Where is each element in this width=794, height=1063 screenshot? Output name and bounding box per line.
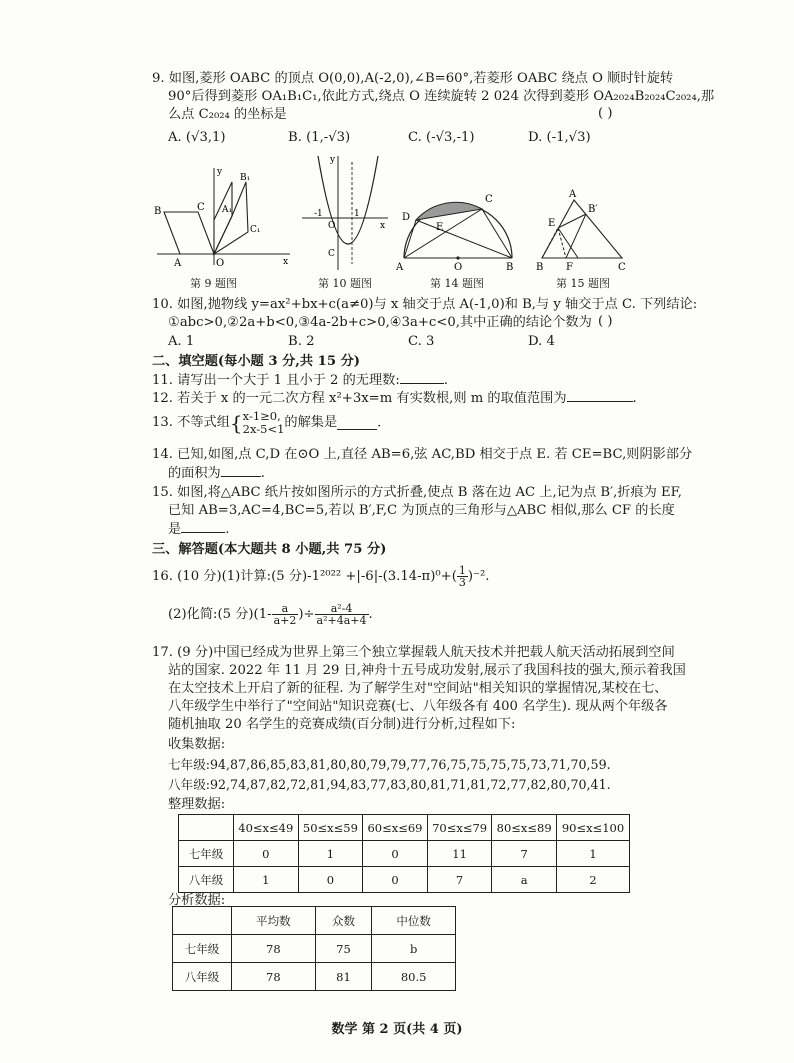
- freq-cell: 七年级: [179, 841, 234, 867]
- q10-answer-paren: ( ): [598, 314, 613, 329]
- fig14-label-e: E: [436, 222, 444, 233]
- stats-cell: 80.5: [372, 963, 456, 991]
- q9-option-a: A. (√3,1): [168, 130, 226, 145]
- freq-header-4: 70≤x≤79: [427, 815, 492, 841]
- freq-header-5: 80≤x≤89: [492, 815, 557, 841]
- table-row: [173, 935, 456, 963]
- q11-answer-blank[interactable]: [400, 371, 444, 384]
- q9-option-c: C. (-√3,-1): [408, 130, 475, 145]
- q17-grade7-data: 七年级:94,87,86,85,83,81,80,80,79,79,77,76,75,75,75,75,73,71,70,59.: [168, 757, 611, 772]
- freq-cell: 2: [556, 867, 629, 893]
- fig15-label-e: E: [548, 218, 556, 229]
- fig9-label-a: A: [174, 258, 182, 269]
- stats-cell: 七年级: [173, 935, 232, 963]
- q16-part1: [152, 565, 489, 588]
- freq-header-6: 90≤x≤100: [556, 815, 629, 841]
- figure-10-caption: 第 10 题图: [318, 277, 372, 290]
- figure-9-rhombus: [152, 160, 292, 270]
- freq-cell: 1: [556, 841, 629, 867]
- stats-cell: 81: [315, 963, 372, 991]
- q9-line2: 90°后得到菱形 OA₁B₁C₁,依此方式,绕点 O 连续旋转 2 024 次得到菱形 OA₂₀₂₄B₂₀₂₄C₂₀₂₄,那: [168, 89, 715, 104]
- q10-option-a: A. 1: [168, 334, 195, 349]
- q15-line1: 15. 如图,将△ABC 纸片按如图所示的方式折叠,使点 B 落在边 AC 上,记为点 B′,折痕为 EF,: [152, 485, 682, 500]
- q15-line2: 已知 AB=3,AC=4,BC=5,若以 B′,F,C 为顶点的三角形与△ABC 相似,那么 CF 的长度: [168, 503, 675, 518]
- table-row: [179, 841, 630, 867]
- q16-part2-prefix: (2)化简:(5 分)(1-: [168, 607, 272, 622]
- fig10-label-minus1: -1: [314, 209, 323, 219]
- q16-frac2-denominator: a²+4a+4: [316, 614, 367, 627]
- section-2-heading: 二、填空题(每小题 3 分,共 15 分): [152, 354, 361, 369]
- q16-frac-numerator: 1: [458, 564, 466, 577]
- table-row: [173, 963, 456, 991]
- fig15-label-f: F: [566, 262, 573, 272]
- stats-header-median: 中位数: [372, 907, 456, 935]
- q10-option-c: C. 3: [408, 334, 435, 349]
- q17-organize-label: 整理数据:: [168, 797, 226, 812]
- freq-cell: 1: [298, 841, 363, 867]
- q14-line2-row: 的面积为 .: [168, 466, 265, 481]
- fig9-label-y: y: [217, 167, 223, 177]
- q12: 12. 若关于 x 的一元二次方程 x²+3x=m 有实数根,则 m 的取值范围为 .: [152, 391, 637, 406]
- q16-frac1-numerator: a: [272, 603, 299, 615]
- q9-option-b: B. (1,-√3): [288, 130, 351, 145]
- q17-line1: 17. (9 分)中国已经成为世界上第三个独立掌握载人航天技术并把载人航天活动拓展到空间: [152, 645, 675, 660]
- q16-part2-end: .: [368, 607, 373, 622]
- frequency-table: [178, 814, 630, 893]
- stats-cell: 78: [232, 935, 316, 963]
- q14-line2: 的面积为: [168, 466, 221, 481]
- fig14-label-a: A: [396, 262, 404, 272]
- fig15-label-bprime: B′: [588, 204, 598, 215]
- fig15-label-b: B: [536, 262, 544, 272]
- freq-cell: 7: [427, 867, 492, 893]
- figure-15-triangle: [530, 186, 630, 272]
- q15-answer-blank[interactable]: [181, 520, 225, 533]
- table-row: [179, 867, 630, 893]
- fig14-label-o: O: [454, 262, 463, 272]
- section-3-heading: 三、解答题(本大题共 8 小题,共 75 分): [152, 542, 387, 557]
- stats-header-mode: 众数: [315, 907, 372, 935]
- q16-part1-end: )⁻².: [467, 569, 490, 584]
- q17-analyze-label: 分析数据:: [168, 893, 226, 908]
- freq-cell: 11: [427, 841, 492, 867]
- q12-text: 12. 若关于 x 的一元二次方程 x²+3x=m 有实数根,则 m 的取值范围为: [152, 391, 567, 406]
- q17-line4: 八年级学生中举行了"空间站"知识竞赛(七、八年级各有 400 名学生). 现从两个年级各: [168, 699, 668, 714]
- freq-header-2: 50≤x≤59: [298, 815, 363, 841]
- stats-cell: 78: [232, 963, 316, 991]
- q10-option-b: B. 2: [288, 334, 315, 349]
- q9-option-d: D. (-1,√3): [528, 130, 591, 145]
- fig10-label-c: C: [328, 249, 335, 259]
- stats-cell: 75: [315, 935, 372, 963]
- fig10-label-o: O: [328, 221, 336, 231]
- fig9-label-b1: B₁: [240, 173, 251, 183]
- stats-header-0: [173, 907, 232, 935]
- fig9-label-x: x: [283, 257, 289, 267]
- q13-prefix: 13. 不等式组: [152, 415, 230, 430]
- fig9-label-o: O: [216, 258, 225, 269]
- q16-part2: [168, 603, 373, 626]
- figure-9-caption: 第 9 题图: [190, 277, 237, 290]
- q13: 13. 不等式组{ x-1≥0, 2x-5<1 的解集是 .: [152, 409, 382, 436]
- q12-answer-blank[interactable]: [567, 389, 633, 402]
- q17-line5: 随机抽取 20 名学生的竞赛成绩(百分制)进行分析,过程如下:: [168, 717, 516, 732]
- freq-cell: 八年级: [179, 867, 234, 893]
- q15-line3: 是: [168, 522, 182, 537]
- statistics-table: [172, 906, 456, 991]
- q16-frac1-denominator: a+2: [273, 614, 297, 627]
- q17-line2: 站的国家. 2022 年 11 月 29 日,神舟十五号成功发射,展示了我国科技的强大,预示着我国: [168, 663, 686, 678]
- q10-line1: 10. 如图,抛物线 y=ax²+bx+c(a≠0)与 x 轴交于点 A(-1,0)和 B,与 y 轴交于点 C. 下列结论:: [152, 297, 698, 312]
- freq-cell: 1: [234, 867, 299, 893]
- fig14-label-d: D: [402, 212, 411, 223]
- q14-answer-blank[interactable]: [221, 464, 261, 477]
- q15-line3-row: 是 .: [168, 522, 230, 537]
- stats-header-mean: 平均数: [232, 907, 316, 935]
- freq-cell: 0: [298, 867, 363, 893]
- q17-line3: 在太空技术上开启了新的征程. 为了解学生对"空间站"相关知识的掌握情况,某校在七、: [168, 681, 668, 696]
- page-footer: 数学 第 2 页(共 4 页): [331, 1022, 463, 1037]
- q10-option-d: D. 4: [528, 334, 555, 349]
- fig9-label-b: B: [154, 206, 162, 217]
- q13-suffix: 的解集是: [284, 415, 338, 430]
- figure-14-caption: 第 14 题图: [430, 277, 484, 290]
- fig9-label-c1: C₁: [250, 225, 261, 235]
- q13-inequality-2: 2x-5<1: [242, 422, 285, 436]
- freq-header-1: 40≤x≤49: [234, 815, 299, 841]
- q17-grade8-data: 八年级:92,74,87,82,72,81,94,83,77,83,80,81,71,81,72,77,82,80,70,41.: [168, 777, 611, 792]
- q11: 11. 请写出一个大于 1 且小于 2 的无理数: .: [152, 373, 448, 388]
- q10-line2: ①abc>0,②2a+b<0,③4a-2b+c>0,④3a+c<0,其中正确的结论个数为: [168, 315, 592, 330]
- fig10-label-x: x: [380, 221, 386, 231]
- freq-cell: 7: [492, 841, 557, 867]
- fig14-label-c: C: [485, 194, 493, 205]
- figure-14-semicircle: [396, 182, 520, 272]
- q9-line1: 9. 如图,菱形 OABC 的顶点 O(0,0),A(-2,0),∠B=60°,若菱形 OABC 绕点 O 顺时针旋转: [152, 71, 674, 86]
- fig14-label-b: B: [506, 262, 514, 272]
- figure-10-parabola: [300, 152, 390, 272]
- stats-cell: b: [372, 935, 456, 963]
- fig9-label-c: C: [197, 202, 205, 213]
- q13-inequality-1: x-1≥0,: [242, 409, 281, 423]
- q11-text: 11. 请写出一个大于 1 且小于 2 的无理数:: [152, 373, 400, 388]
- fig10-label-y: y: [330, 155, 336, 165]
- q16-part2-mid: )÷: [298, 607, 315, 622]
- freq-header-0: [179, 815, 234, 841]
- freq-cell: 0: [363, 867, 428, 893]
- fig15-label-c: C: [618, 262, 626, 272]
- freq-cell: 0: [363, 841, 428, 867]
- q17-collect-label: 收集数据:: [168, 737, 226, 752]
- stats-cell: 八年级: [173, 963, 232, 991]
- fig10-label-1: 1: [354, 209, 360, 219]
- q16-frac-denominator: 3: [458, 576, 466, 589]
- fig15-label-a: A: [569, 189, 577, 200]
- q16-frac2-numerator: a²-4: [315, 603, 369, 615]
- q13-answer-blank[interactable]: [337, 417, 377, 430]
- q9-answer-paren: ( ): [598, 106, 613, 121]
- freq-cell: 0: [234, 841, 299, 867]
- q9-line3: 么点 C₂₀₂₄ 的坐标是: [168, 107, 287, 122]
- freq-header-3: 60≤x≤69: [363, 815, 428, 841]
- q16-part1-text: 16. (10 分)(1)计算:(5 分)-1²⁰²² +|-6|-(3.14-π)⁰+(: [152, 569, 457, 584]
- q14-line1: 14. 已知,如图,点 C,D 在⊙O 上,直径 AB=6,弦 AC,BD 相交于点 E. 若 CE=BC,则阴影部分: [152, 447, 693, 462]
- figure-15-caption: 第 15 题图: [556, 277, 610, 290]
- fig9-label-a1: A₁: [222, 205, 233, 215]
- freq-cell: a: [492, 867, 557, 893]
